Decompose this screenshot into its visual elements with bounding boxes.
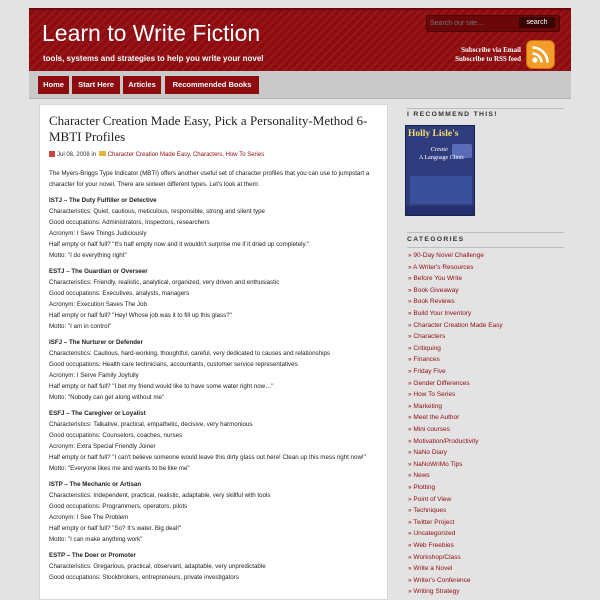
category-link[interactable]: » Build Your Inventory [408,310,472,317]
type-block-istp [49,479,379,545]
post-meta [49,151,264,158]
type-block-istj [49,195,379,261]
type-line: Half empty or half full? "I bet my friend would like to have some water right now…" [49,383,274,390]
book-cover[interactable] [405,125,475,216]
type-line: Characteristics: Gregarious, practical, observant, adaptable, very unpredictable [49,563,266,570]
type-heading: ESTP – The Doer or Promoter [49,552,136,559]
search-button[interactable]: search [519,17,555,28]
folder-icon [99,151,106,156]
category-link[interactable]: » Writer's Conference [408,576,471,584]
category-link[interactable]: » A Writer's Resources [408,263,474,271]
category-link[interactable]: » News [408,472,430,480]
post-categories[interactable]: Character Creation Made Easy, Characters, How To Series [107,152,265,158]
type-line: Characteristics: Independent, practical, realistic, adaptable, very skillful with tools [49,492,271,499]
category-link[interactable]: » Gender Differences [408,379,470,387]
search-input[interactable] [430,18,516,28]
type-line: Good occupations: Health care technicians, accountants, customer service representatives [49,361,298,368]
post-title[interactable]: Character Creation Made Easy, Pick a Personality-Method 6-MBTI Profiles [49,113,368,144]
calendar-icon [49,151,55,157]
type-line: Characteristics: Talkative, practical, empathetic, decisive, very harmonious [49,421,253,428]
post-body [49,168,379,588]
category-link[interactable]: » Point of View [408,495,452,503]
rss-icon[interactable] [526,40,555,69]
category-link[interactable]: » NaNo Diary [408,449,448,457]
category-link[interactable]: » Write a Novel [408,565,453,573]
site-tagline: tools, systems and strategies to help you write your novel [43,54,264,63]
type-block-esfj [49,408,379,474]
type-line: Good occupations: Counselors, coaches, nurses [49,432,183,439]
category-link[interactable]: » Finances [408,356,440,364]
category-link[interactable]: » NaNoWriMo Tips [408,460,463,468]
category-link[interactable]: » 90-Day Novel Challenge [408,252,484,259]
site-title[interactable]: Learn to Write Fiction [42,20,261,46]
category-link[interactable]: » Critiquing [408,344,441,352]
category-link[interactable]: » Before You Write [408,275,463,283]
categories-title: CATEGORIES [407,236,465,243]
type-line: Good occupations: Programmers, operators, pilots [49,503,188,510]
category-link[interactable]: » Characters [408,333,446,341]
type-line: Good occupations: Stockbrokers, entrepreneurs, private investigators [49,574,239,581]
type-block-isfj [49,337,379,403]
site-header [29,8,571,73]
type-line: Half empty or half full? "Hey! Whose job was it to fill up this glass?" [49,312,232,319]
main-nav [29,71,571,99]
category-link[interactable]: » Meet the Author [408,414,460,422]
type-line: Acronym: Extra Special Friendly Joiner [49,443,156,450]
recommend-title: I RECOMMEND THIS! [407,111,498,118]
type-line: Characteristics: Cautious, hard-working, thoughtful, careful, very dedicated to causes and relationships [49,350,330,357]
type-line: Motto: "I am in control" [49,323,112,330]
type-heading: ISTJ – The Duty Fulfiller or Detective [49,197,157,204]
category-link[interactable]: » Book Reviews [408,298,455,306]
post-date: Jul 08, 2008 in [57,152,97,158]
divider [407,247,564,248]
post-content [39,104,388,600]
post-intro: The Myers-Briggs Type Indicator (MBTI) offers another useful set of character profiles that you can use to jumpstart a character for your novel. There are sixteen different types. Let's look at them: [49,170,370,188]
category-link[interactable]: » Techniques [408,507,447,515]
type-line: Characteristics: Friendly, realistic, analytical, organized, very driven and enthusiastic [49,279,280,286]
category-link[interactable]: » How To Series [408,391,456,399]
nav-home[interactable]: Home [38,76,69,94]
category-link[interactable]: » Marketing [408,402,442,410]
type-line: Acronym: I Save Things Judiciously [49,230,147,237]
type-line: Motto: "Nobody can get along without me" [49,394,165,401]
page [29,0,571,600]
book-author: Holly Lisle's [408,129,459,139]
type-line: Good occupations: Executives, analysts, managers [49,290,190,297]
book-create: Create [430,146,448,153]
subscribe-rss-link[interactable]: Subscribe to RSS feed [455,55,521,63]
book-cover-band [406,206,475,216]
category-link[interactable]: » Uncategorized [408,530,456,538]
type-line: Half empty or half full? "It's half empty now and it wouldn't surprise me if it dried up completely." [49,241,310,248]
type-line: Acronym: I Serve Family Joyfully [49,372,139,379]
category-link[interactable]: » Motivation/Productivity [408,437,479,445]
type-heading: ESFJ – The Caregiver or Loyalist [49,410,146,417]
type-line: Good occupations: Administrators, Inspectors, researchers [49,219,210,226]
sidebar [378,104,571,600]
nav-start-here[interactable]: Start Here [72,76,120,94]
category-link[interactable]: » Book Giveaway [408,286,459,294]
nav-recommended-books[interactable]: Recommended Books [165,76,259,94]
type-line: Acronym: Execution Saves The Job [49,301,147,308]
type-line: Acronym: I See The Problem [49,514,129,521]
nav-articles[interactable]: Articles [123,76,161,94]
type-block-estj [49,266,379,332]
category-link[interactable]: » Writing Strategy [408,588,460,596]
book-cover-art [410,176,472,204]
category-link[interactable]: » Character Creation Made Easy [408,321,503,329]
subscribe-email-link[interactable]: Subscribe via Email [461,46,521,54]
category-link[interactable]: » Friday Five [408,368,446,375]
type-heading: ESTJ – The Guardian or Overseer [49,268,148,275]
category-link[interactable]: » Plotting [408,484,436,491]
divider [407,108,564,109]
search-box [426,15,560,32]
book-title: A Language Clinic [419,155,465,161]
category-link[interactable]: » Workshop/Class [408,553,461,561]
type-line: Half empty or half full? "So? It's water. Big deal!" [49,525,182,532]
type-line: Motto: "I can make anything work" [49,536,143,543]
category-link[interactable]: » Mini courses [408,426,450,433]
type-line: Characteristics: Quiet, cautious, meticulous, responsible, strong and silent type [49,208,265,215]
type-line: Motto: "I do everything right" [49,252,127,259]
type-heading: ISTP – The Mechanic or Artisan [49,481,142,488]
type-line: Motto: "Everyone likes me and wants to be like me" [49,465,190,472]
category-link[interactable]: » Twitter Project [408,518,455,526]
divider [407,232,564,233]
category-link[interactable]: » Web Freebies [408,542,454,549]
type-line: Half empty or half full? "I can't believe someone would leave this dirty glass out here! Clean up this mess right now!" [49,454,366,461]
type-heading: ISFJ – The Nurturer or Defender [49,339,143,346]
type-block-estp [49,550,379,583]
